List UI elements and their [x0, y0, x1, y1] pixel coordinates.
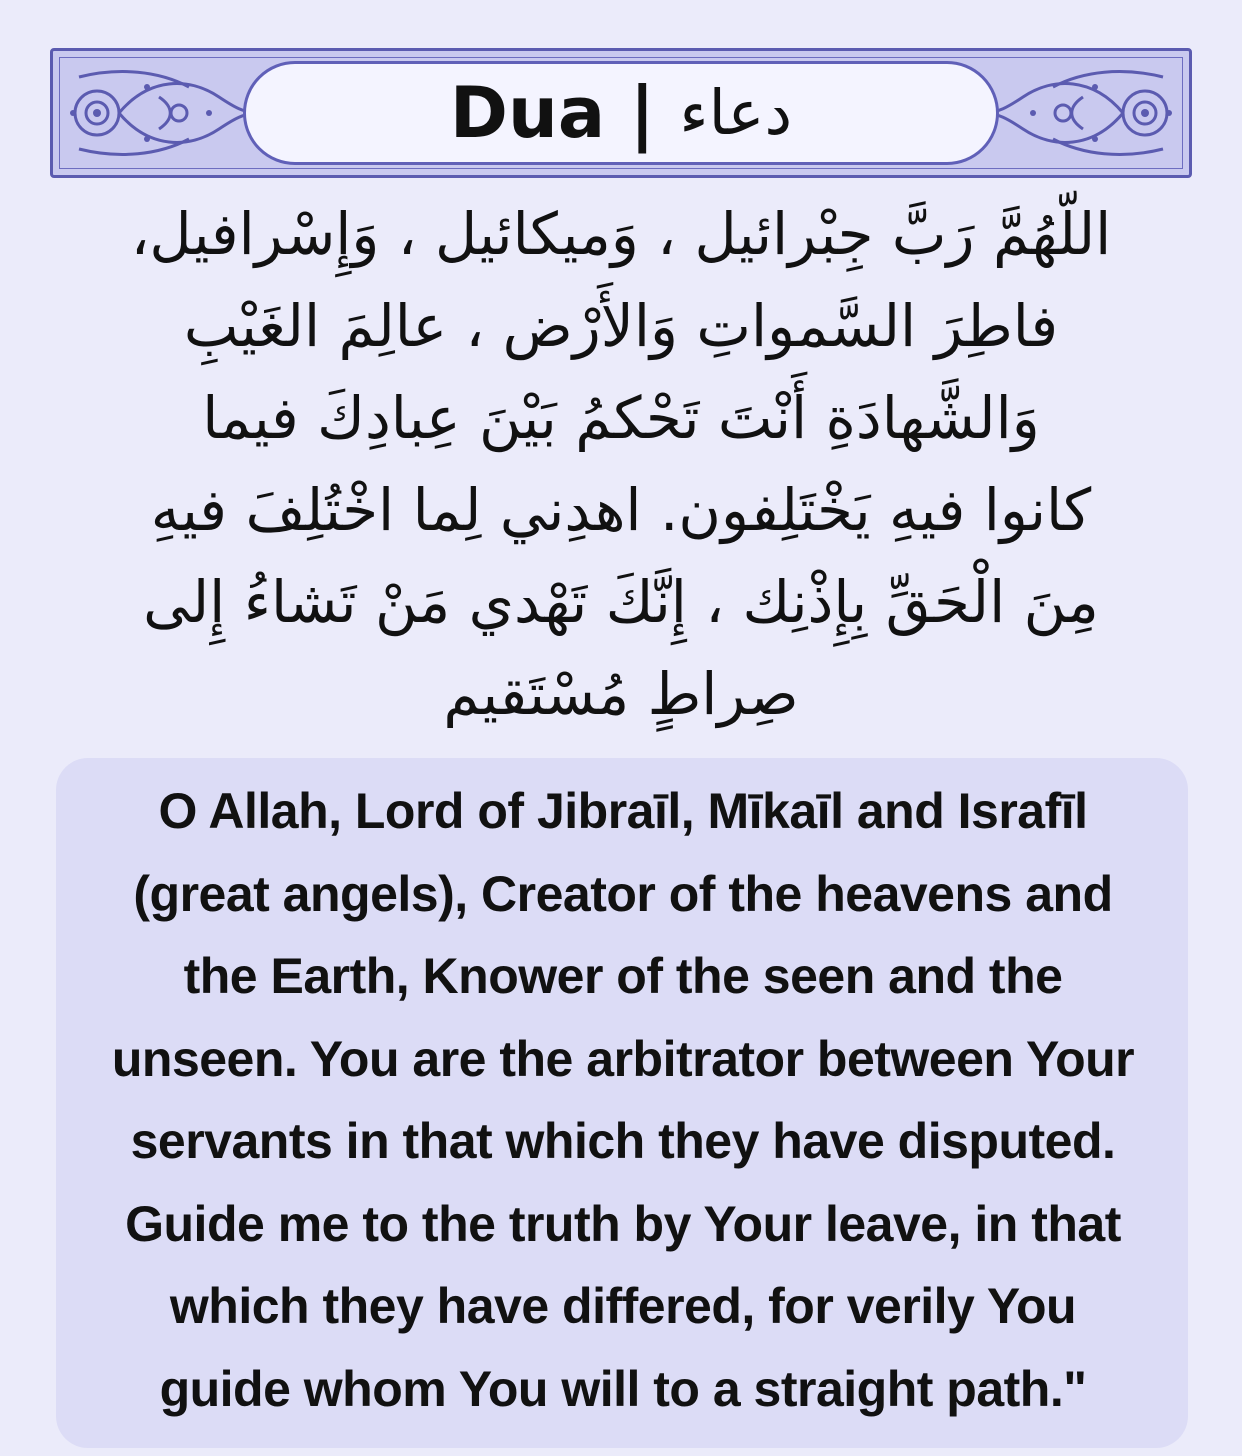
translation-line: unseen. You are the arbitrator between Your — [111, 1030, 1135, 1087]
translation-line: Guide me to the truth by Your leave, in that — [125, 1195, 1121, 1252]
arabic-line: كانوا فيهِ يَخْتَلِفون. اهدِني لِما اخْتُلِفَ فيهِ — [150, 476, 1092, 544]
translation-line: servants in that which they have disputed. — [130, 1113, 1116, 1169]
title-arabic: دعاء — [679, 76, 793, 149]
translation-line: (great angels), Creator of the heavens and — [133, 865, 1113, 922]
arabic-dua-text — [16, 188, 1226, 744]
page-title — [243, 61, 999, 165]
arabic-line: اللّهُمَّ رَبَّ جِبْرائيل ، وَميكائيل ، وَإِسْرافيل، — [130, 200, 1112, 268]
translation-line: guide whom You will to a straight path." — [159, 1360, 1087, 1417]
title-english: Dua — [449, 72, 606, 154]
english-translation — [56, 770, 1190, 1430]
arabic-line: مِنَ الْحَقِّ بِإِذْنِك ، إِنَّكَ تَهْدي مَنْ تَشاءُ إِلى — [143, 568, 1099, 636]
title-separator: | — [629, 72, 656, 154]
translation-line: which they have differed, for verily You — [169, 1278, 1077, 1334]
translation-line: O Allah, Lord of Jibraīl, Mīkaīl and Israfīl — [158, 783, 1088, 839]
arabic-line: وَالشَّهادَةِ أَنْتَ تَحْكمُ بَيْنَ عِبادِكَ فيما — [202, 384, 1040, 452]
arabic-line: صِراطٍ مُسْتَقيم — [443, 660, 799, 728]
translation-line: the Earth, Knower of the seen and the — [183, 948, 1063, 1004]
title-banner — [50, 48, 1192, 178]
arabic-line: فاطِرَ السَّمواتِ وَالأَرْض ، عالِمَ الغَيْبِ — [183, 292, 1059, 360]
